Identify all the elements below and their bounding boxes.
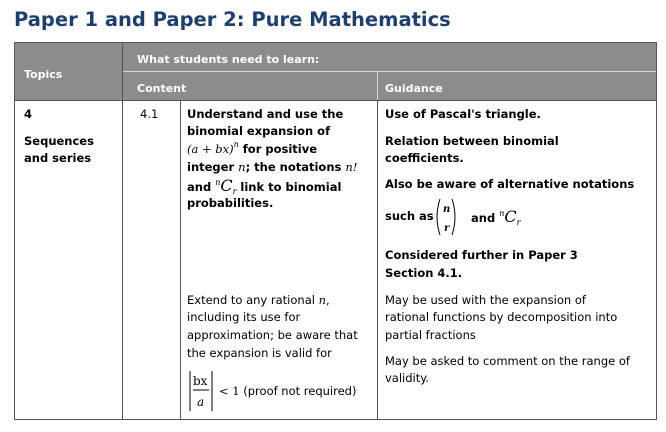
content-line: integer n; the notations n! [187, 160, 358, 174]
page-title: Paper 1 and Paper 2: Pure Mathematics [14, 8, 451, 31]
header-guidance: Guidance [385, 82, 443, 95]
guidance-line: Use of Pascal's triangle. [385, 107, 541, 121]
grid-line [123, 71, 656, 72]
grid-line [180, 101, 181, 419]
guidance-line: Also be aware of alternative notations [385, 177, 635, 191]
grid-line [377, 72, 378, 100]
content-line: probabilities. [187, 196, 274, 210]
guidance-line: Considered further in Paper 3 [385, 248, 578, 262]
topic-number: 4 [24, 107, 33, 121]
guidance-line: validity. [385, 371, 430, 385]
content-line: the expansion is valid for [187, 346, 332, 360]
content-line: Extend to any rational n, [187, 293, 330, 307]
svg-text:r: r [444, 223, 450, 234]
grid-line [15, 100, 656, 101]
topic-name: Sequences [24, 134, 94, 148]
content-line: binomial expansion of [187, 124, 331, 138]
content-reference: 4.1 [140, 107, 159, 121]
content-line: approximation; be aware that [187, 328, 358, 342]
header-content: Content [137, 82, 187, 95]
grid-line [377, 101, 378, 419]
topic-name: and series [24, 151, 92, 165]
content-line: and $^nC_r$ link to binomial [187, 176, 342, 196]
header-topics: Topics [24, 68, 63, 81]
specification-table: Topics What students need to learn: Content Guidance 4 Sequences and series 4.1 Understand and use the binomial expansion of (a + bx)$^n$ for positive integer n; the notations n! and $^nC_r$ link to binomial probabilities. Use of Pascal's triangle. Relation between binomial coefficients. Also be aware of alternative notations such as n r and $^nC_r$ Considered further in Paper 3 Section 4.1. Extend to any rational n, including its use for approximation; be aware that the expansion is valid for bx a < 1 (proof not required) May be used with the expansion of rational functions by decomposition into partial fractions May be asked to comment on the range of validity. [14, 42, 657, 420]
header-what-students: What students need to learn: [137, 53, 320, 66]
svg-text:n: n [443, 204, 451, 215]
guidance-line: May be used with the expansion of [385, 293, 586, 307]
content-line: (a + bx)$^n$ for positive [187, 140, 318, 156]
binomial-coefficient-notation [433, 197, 459, 237]
validity-condition-fraction [187, 369, 215, 413]
guidance-line: Section 4.1. [385, 266, 463, 280]
svg-text:bx: bx [193, 374, 208, 388]
guidance-line: partial fractions [385, 328, 476, 342]
guidance-line: Relation between binomial [385, 134, 559, 148]
guidance-line: coefficients. [385, 151, 464, 165]
content-line: Understand and use the [187, 107, 344, 121]
guidance-line: May be asked to comment on the range of [385, 354, 630, 368]
svg-text:a: a [197, 395, 205, 409]
content-line: including its use for [187, 310, 301, 324]
guidance-line: rational functions by decomposition into [385, 310, 618, 324]
